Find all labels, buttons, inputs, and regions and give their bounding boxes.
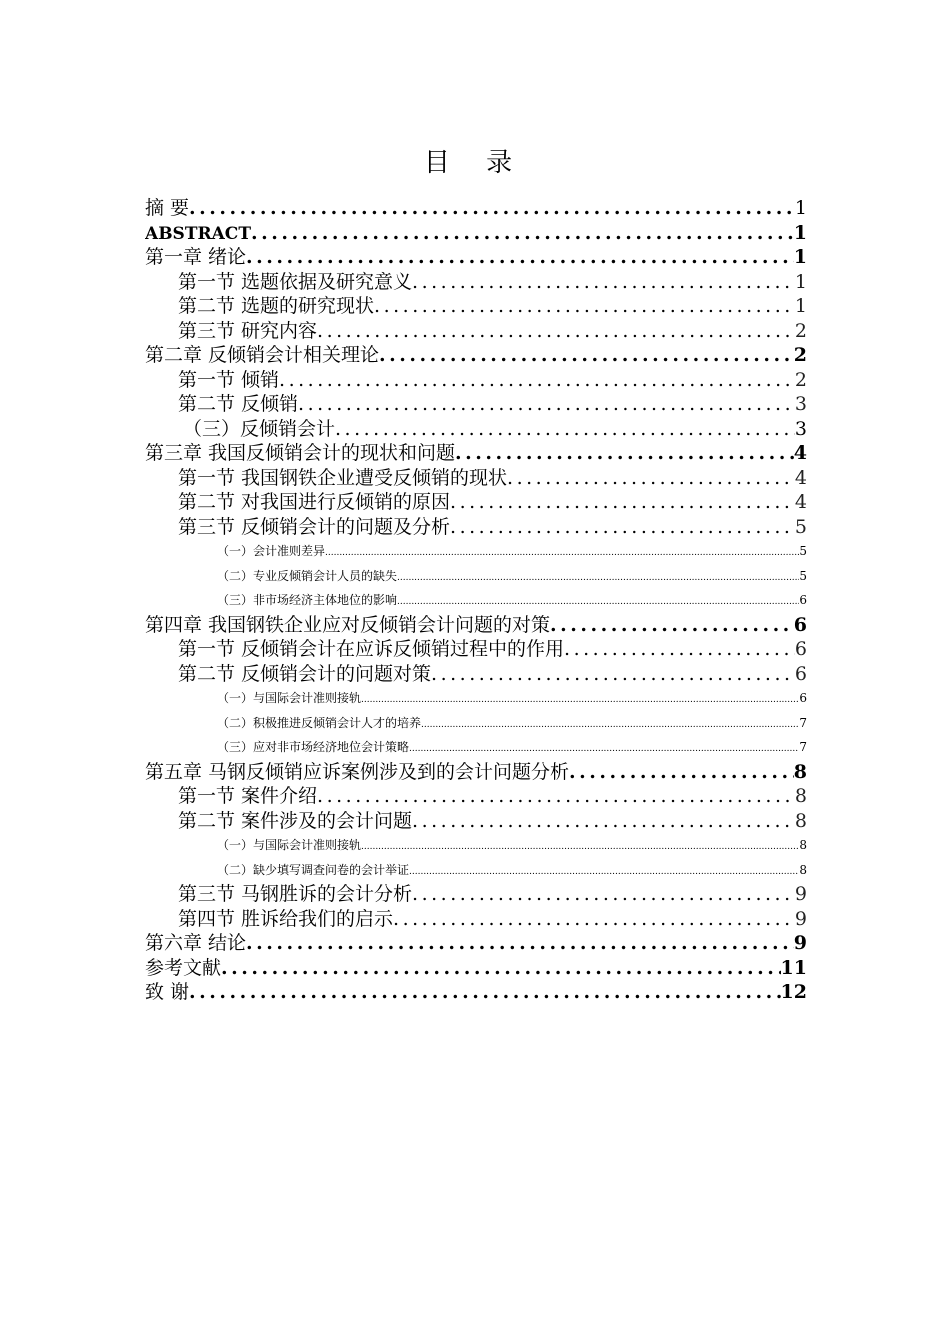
toc-entry[interactable]: [145, 858, 807, 883]
toc-leader-dots: [298, 392, 795, 417]
toc-entry[interactable]: [145, 613, 807, 638]
toc-entry-page-number: 8: [799, 838, 807, 852]
toc-entry-page-number: 5: [799, 568, 807, 583]
toc-entry-label: 第六章 结论: [145, 932, 247, 954]
toc-entry[interactable]: [145, 221, 807, 246]
toc-entry[interactable]: [145, 907, 807, 932]
toc-leader-dots: [374, 294, 795, 319]
toc-entry-label: 第四章 我国钢铁企业应对反倾销会计问题的对策: [145, 613, 551, 636]
toc-leader-dots: [189, 980, 781, 1005]
toc-leader-dots: [412, 882, 795, 907]
toc-entry[interactable]: [145, 735, 807, 760]
table-of-contents: [145, 196, 807, 1005]
toc-entry[interactable]: [145, 417, 807, 442]
toc-entry-label: 第四节 胜诉给我们的启示: [178, 907, 394, 930]
toc-entry-label: 第二章 反倾销会计相关理论: [145, 344, 380, 366]
toc-entry-label: 第三章 我国反倾销会计的现状和问题: [145, 442, 456, 464]
toc-leader-dots: [325, 541, 799, 564]
toc-entry[interactable]: [145, 980, 807, 1005]
toc-entry-label: 第三节 马钢胜诉的会计分析: [178, 883, 413, 905]
toc-leader-dots: [507, 466, 795, 491]
toc-entry-label: （三）非市场经济主体地位的影响: [217, 593, 398, 607]
toc-entry[interactable]: [145, 711, 807, 736]
toc-entry-page-number: 8: [799, 862, 807, 877]
toc-entry[interactable]: [145, 319, 807, 344]
toc-entry[interactable]: [145, 760, 807, 785]
toc-leader-dots: [455, 441, 794, 466]
toc-entry-label: 第一节 反倾销会计在应诉反倾销过程中的作用: [178, 638, 565, 660]
toc-entry[interactable]: [145, 196, 807, 221]
toc-entry[interactable]: [145, 809, 807, 834]
toc-entry[interactable]: [145, 392, 807, 417]
toc-entry-label: （二）专业反倾销会计人员的缺失: [217, 568, 398, 583]
toc-entry-label: 第一节 倾销: [178, 368, 280, 391]
toc-entry-label: 第一节 选题依据及研究意义: [178, 270, 413, 293]
toc-entry-label: 第二节 选题的研究现状: [178, 295, 375, 317]
toc-entry-label: 致 谢: [145, 981, 190, 1003]
toc-entry[interactable]: [145, 564, 807, 589]
toc-entry-page-number: 2: [793, 344, 807, 366]
toc-entry[interactable]: [145, 882, 807, 907]
toc-leader-dots: [569, 760, 794, 785]
toc-entry-label: 第一章 绪论: [145, 246, 247, 268]
toc-entry-label: 第二节 反倾销会计的问题对策: [178, 662, 432, 685]
toc-entry[interactable]: [145, 515, 807, 540]
toc-entry-label: 参考文献: [145, 956, 222, 979]
toc-entry[interactable]: [145, 662, 807, 687]
toc-leader-dots: [564, 637, 795, 662]
toc-leader-dots: [379, 343, 794, 368]
toc-entry-label: 第五章 马钢反倾销应诉案例涉及到的会计问题分析: [145, 760, 570, 783]
toc-entry[interactable]: [145, 294, 807, 319]
toc-entry-page-number: 1: [794, 295, 807, 317]
toc-entry-page-number: 11: [780, 956, 807, 979]
toc-leader-dots: [397, 590, 799, 613]
toc-entry-page-number: 4: [794, 466, 807, 489]
toc-entry-page-number: 8: [794, 785, 807, 807]
toc-entry[interactable]: [145, 956, 807, 981]
toc-entry-page-number: 9: [794, 907, 807, 930]
toc-leader-dots: [412, 809, 795, 834]
toc-entry-page-number: 2: [794, 368, 807, 391]
toc-entry[interactable]: [145, 343, 807, 368]
toc-entry[interactable]: [145, 368, 807, 393]
toc-entry-page-number: 1: [794, 197, 807, 219]
toc-entry-label: 摘 要: [145, 197, 190, 219]
toc-entry[interactable]: [145, 441, 807, 466]
toc-leader-dots: [361, 835, 799, 858]
toc-entry-page-number: 7: [799, 715, 807, 730]
toc-entry-page-number: 9: [793, 932, 807, 954]
toc-entry-label: 第一节 案件介绍: [178, 785, 318, 807]
toc-entry-label: 第三节 反倾销会计的问题及分析: [178, 515, 451, 538]
toc-entry-page-number: 9: [794, 883, 807, 905]
toc-entry[interactable]: [145, 686, 807, 711]
toc-entry[interactable]: [145, 931, 807, 956]
toc-entry-page-number: 5: [794, 515, 807, 538]
toc-entry-page-number: 5: [799, 544, 807, 558]
toc-entry-label: 第二节 反倾销: [178, 393, 299, 415]
toc-entry-label: （一）与国际会计准则接轨: [217, 838, 362, 852]
toc-leader-dots: [361, 688, 799, 711]
toc-entry[interactable]: [145, 784, 807, 809]
toc-entry[interactable]: [145, 637, 807, 662]
toc-entry-label: （二）积极推进反倾销会计人才的培养: [217, 715, 422, 730]
toc-leader-dots: [279, 368, 795, 393]
toc-entry-page-number: 3: [794, 393, 807, 415]
toc-entry-page-number: 3: [794, 417, 807, 440]
toc-entry-page-number: 1: [793, 221, 807, 244]
toc-entry[interactable]: [145, 490, 807, 515]
toc-entry-page-number: 4: [793, 442, 807, 464]
toc-entry[interactable]: [145, 833, 807, 858]
toc-entry-label: 第三节 研究内容: [178, 319, 318, 342]
toc-leader-dots: [450, 490, 795, 515]
toc-entry[interactable]: [145, 245, 807, 270]
toc-entry-page-number: 2: [794, 319, 807, 342]
toc-leader-dots: [317, 319, 795, 344]
toc-entry-label: （一）与国际会计准则接轨: [217, 691, 362, 705]
toc-entry-page-number: 6: [794, 662, 807, 685]
toc-leader-dots: [409, 737, 799, 760]
toc-leader-dots: [409, 860, 799, 883]
toc-leader-dots: [335, 417, 795, 442]
toc-entry-label: 第一节 我国钢铁企业遭受反倾销的现状: [178, 466, 508, 489]
toc-entry-page-number: 6: [799, 691, 807, 705]
toc-leader-dots: [393, 907, 795, 932]
toc-leader-dots: [450, 515, 795, 540]
toc-entry-page-number: 1: [794, 270, 807, 293]
toc-leader-dots: [317, 784, 795, 809]
toc-entry[interactable]: [145, 539, 807, 564]
toc-entry-label: （三）反倾销会计: [183, 417, 336, 440]
toc-entry-page-number: 8: [793, 760, 807, 783]
toc-leader-dots: [221, 956, 781, 981]
toc-leader-dots: [550, 613, 794, 638]
toc-leader-dots: [189, 196, 795, 221]
toc-entry-label: ABSTRACT: [145, 223, 251, 244]
toc-leader-dots: [397, 566, 799, 589]
toc-leader-dots: [246, 931, 794, 956]
toc-entry[interactable]: [145, 588, 807, 613]
toc-entry[interactable]: [145, 466, 807, 491]
toc-leader-dots: [431, 662, 795, 687]
toc-entry-page-number: 6: [799, 593, 807, 607]
toc-entry-page-number: 4: [794, 491, 807, 513]
toc-entry-label: 第二节 对我国进行反倾销的原因: [178, 491, 451, 513]
toc-entry-label: （一）会计准则差异: [217, 544, 326, 558]
toc-entry-page-number: 1: [793, 246, 807, 268]
toc-leader-dots: [246, 245, 794, 270]
toc-leader-dots: [421, 713, 799, 736]
toc-entry-page-number: 7: [799, 740, 807, 754]
toc-entry-page-number: 8: [794, 809, 807, 832]
toc-entry-page-number: 6: [793, 613, 807, 636]
toc-entry-label: （二）缺少填写调查问卷的会计举证: [217, 862, 410, 877]
toc-entry-label: （三）应对非市场经济地位会计策略: [217, 740, 410, 754]
page-title: 目 录: [423, 148, 527, 178]
toc-leader-dots: [412, 270, 795, 295]
toc-entry-page-number: 12: [780, 981, 807, 1003]
toc-entry-page-number: 6: [794, 638, 807, 660]
toc-entry-label: 第二节 案件涉及的会计问题: [178, 809, 413, 832]
toc-leader-dots: [251, 221, 794, 246]
toc-entry[interactable]: [145, 270, 807, 295]
